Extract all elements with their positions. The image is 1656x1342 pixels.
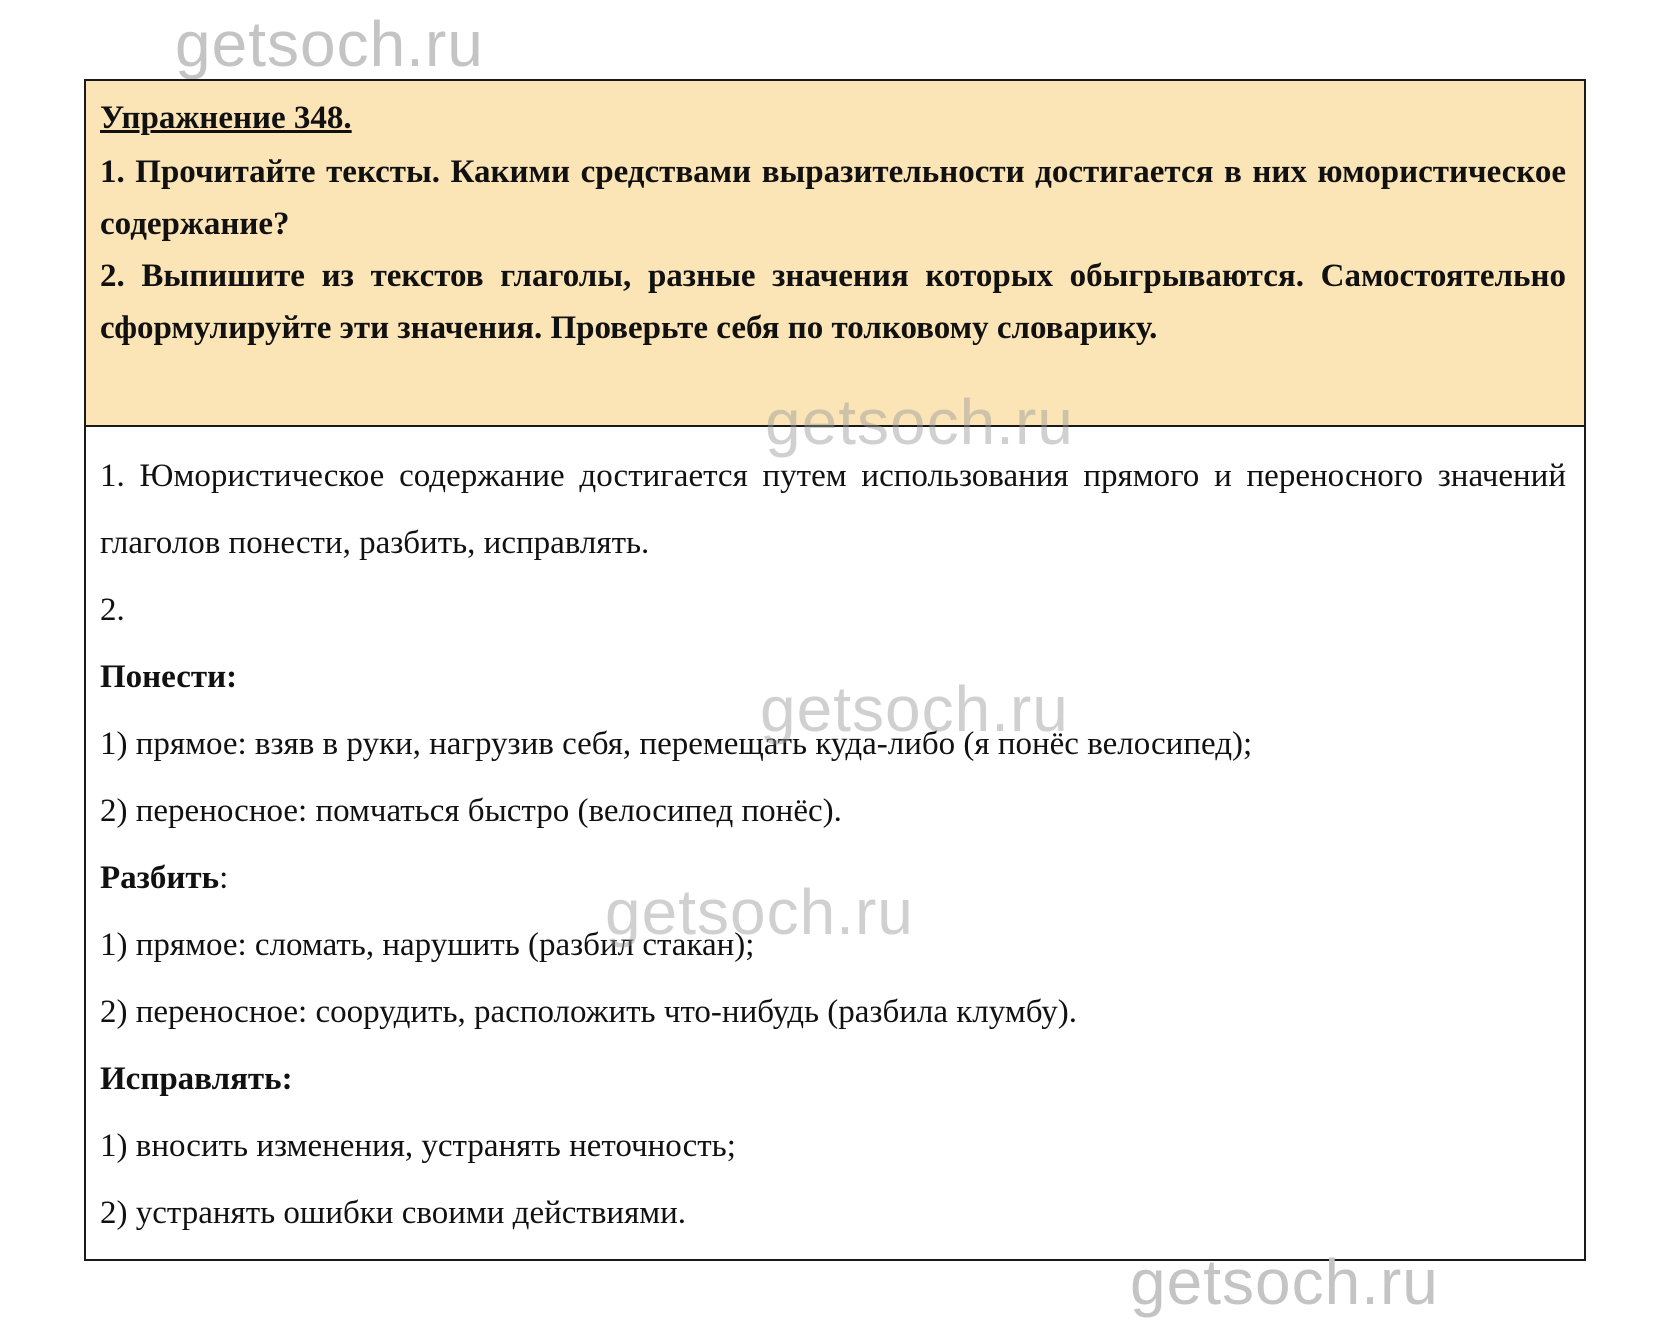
task-item-1: 1. Прочитайте тексты. Какими средствами выразительности достигается в них юмористическое содержание? xyxy=(100,153,1566,242)
section-heading-suffix: : xyxy=(219,860,229,896)
section-heading-razbit xyxy=(100,845,1566,912)
exercise-card xyxy=(84,79,1586,1261)
section-heading-label: Разбить xyxy=(100,860,220,896)
section-heading-label: Исправлять: xyxy=(100,1061,293,1097)
meaning-line: 1) вносить изменения, устранять неточность; xyxy=(100,1128,736,1164)
exercise-title: Упражнение 348. xyxy=(100,100,352,136)
meaning-line: 2) переносное: помчаться быстро (велосипед понёс). xyxy=(100,793,842,829)
answer-block xyxy=(86,427,1584,1247)
watermark-top: getsoch.ru xyxy=(175,8,484,80)
task-item-2: 2. Выпишите из текстов глаголы, разные значения которых обыгрываются. Самостоятельно сформулируйте эти значения. Проверьте себя по толковому словарику. xyxy=(100,257,1566,346)
meaning-line: 1) прямое: сломать, нарушить (разбил стакан); xyxy=(100,927,755,963)
task-block xyxy=(86,81,1584,427)
answer-paragraph-2: 2. xyxy=(100,592,125,628)
meaning-line: 2) переносное: соорудить, расположить что-нибудь (разбила клумбу). xyxy=(100,994,1077,1030)
meaning-line: 2) устранять ошибки своими действиями. xyxy=(100,1195,687,1231)
meaning-line: 1) прямое: взяв в руки, нагрузив себя, перемещать куда-либо (я понёс велосипед); xyxy=(100,726,1253,762)
section-heading-ispravlyat xyxy=(100,1046,1566,1113)
watermark-bottom: getsoch.ru xyxy=(1130,1246,1439,1318)
section-heading-ponesti xyxy=(100,644,1566,711)
answer-paragraph-1: 1. Юмористическое содержание достигается путем использования прямого и переносного значений глаголов понести, разбить, исправлять. xyxy=(100,458,1566,561)
watermark-overlay: getsoch.ru xyxy=(605,876,914,948)
watermark-overlay: getsoch.ru xyxy=(760,673,1069,745)
section-heading-label: Понести: xyxy=(100,659,238,695)
watermark-overlay: getsoch.ru xyxy=(765,386,1074,458)
